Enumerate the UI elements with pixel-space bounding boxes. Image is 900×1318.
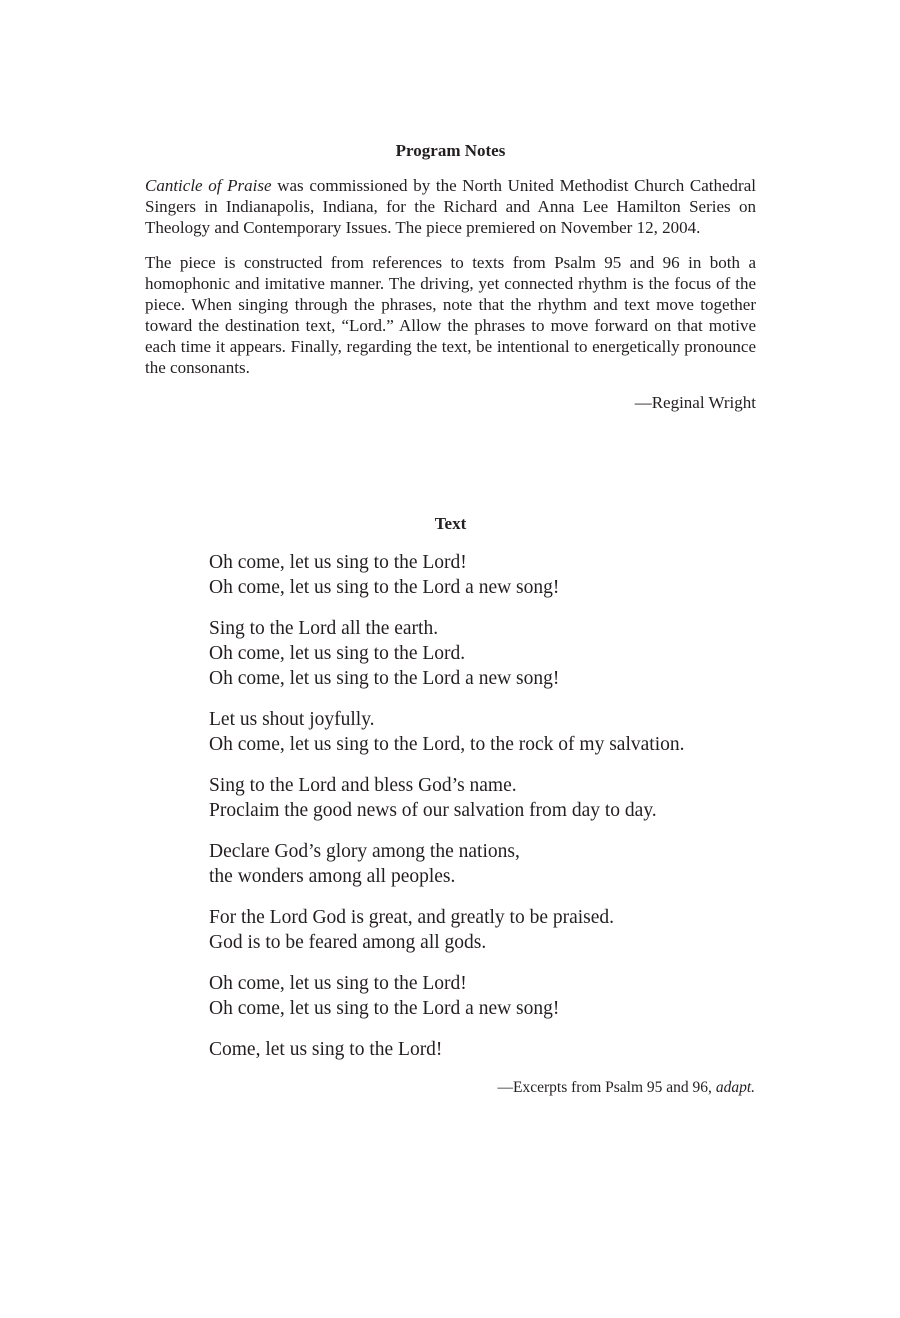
stanza-line: Sing to the Lord and bless God’s name. — [209, 775, 517, 796]
attribution-source: —Excerpts from Psalm 95 and 96, — [497, 1079, 716, 1096]
attribution-note: adapt. — [715, 1079, 755, 1096]
text-section — [145, 513, 756, 1098]
stanza-line: Oh come, let us sing to the Lord! — [209, 973, 467, 994]
stanza-line: Oh come, let us sing to the Lord, to the rock of my salvation. — [209, 734, 685, 755]
stanza — [209, 839, 709, 889]
stanza — [209, 1037, 709, 1062]
program-notes-paragraph-1 — [145, 175, 756, 238]
stanza-line: God is to be feared among all gods. — [209, 932, 487, 953]
stanza-line: For the Lord God is great, and greatly to be praised. — [209, 907, 615, 928]
stanza — [209, 971, 709, 1021]
work-title: Canticle of Praise — [145, 176, 272, 195]
stanza-line: Let us shout joyfully. — [209, 709, 375, 730]
stanza — [209, 550, 709, 600]
program-notes-paragraph-2: The piece is constructed from references to texts from Psalm 95 and 96 in both a homophonic and imitative manner. The driving, yet connected rhythm is the focus of the piece. When singing through the phrases, note that the rhythm and text move together toward the destination text, “Lord.” Allow the phrases to move forward on that motive each time it appears. Finally, regarding the text, be intentional to energetically pronounce the consonants. — [145, 253, 756, 377]
stanza-line: Oh come, let us sing to the Lord a new song! — [209, 998, 560, 1019]
program-notes-section — [145, 140, 756, 413]
stanza-line: Sing to the Lord all the earth. — [209, 618, 439, 639]
stanza-line: Come, let us sing to the Lord! — [209, 1039, 443, 1060]
stanza-line: Declare God’s glory among the nations, — [209, 841, 520, 862]
stanza-line: Proclaim the good news of our salvation from day to day. — [209, 800, 657, 821]
stanza-line: Oh come, let us sing to the Lord a new song! — [209, 668, 560, 689]
stanza-line: the wonders among all peoples. — [209, 866, 456, 887]
program-notes-heading: Program Notes — [395, 141, 506, 160]
stanza — [209, 616, 709, 691]
stanza-line: Oh come, let us sing to the Lord. — [209, 643, 466, 664]
paragraph-1-text: was commissioned by the North United Methodist Church Cathedral Singers in Indianapolis, Indiana, for the Richard and Anna Lee Hamilton Series on Theology and Contemporary Issues. The piece premiered on November 12, 2004. — [145, 176, 756, 237]
stanza-line: Oh come, let us sing to the Lord! — [209, 552, 467, 573]
text-attribution — [209, 1078, 755, 1098]
stanza — [209, 707, 709, 757]
stanza — [209, 773, 709, 823]
stanza — [209, 905, 709, 955]
stanza-line: Oh come, let us sing to the Lord a new song! — [209, 577, 560, 598]
text-heading: Text — [434, 514, 467, 533]
author-signature: —Reginal Wright — [634, 393, 756, 412]
psalm-text — [209, 550, 755, 1098]
